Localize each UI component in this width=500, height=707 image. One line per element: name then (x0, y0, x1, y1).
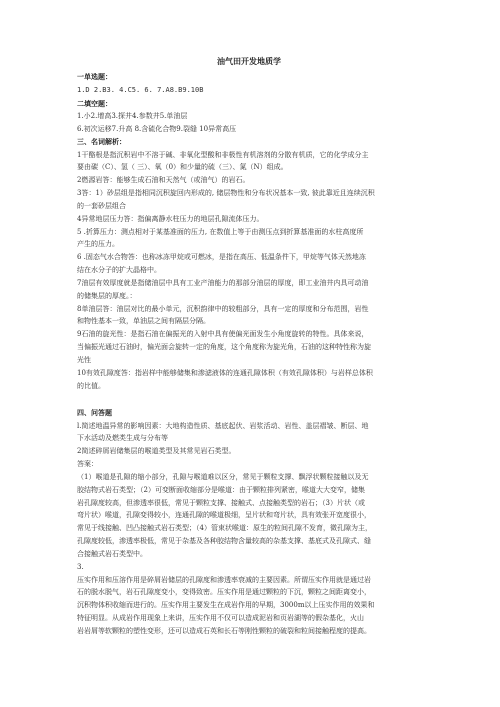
answer-line: 石的脱水脱气，岩石孔隙度变小，变得致密。压实作用是通过颗粒的下沉，颗粒之间距离变小， (77, 588, 371, 596)
section-2-line: 6.初次运移7.升高 8.含硫化合物9.裂缝 10异常高压 (77, 125, 237, 133)
section-3-line: 要由碳（C）、氢（ 三）、氧（0）和少量的硫（三）、氮（N）组成。 (77, 163, 288, 171)
section-3-line: 的一套砂层组合 (77, 202, 126, 210)
answer-line: 岩孔隙度较高，但渗透率很低，常见于颗粒支撑、接触式、点接触类型的岩石；（3）片状（或 (77, 499, 365, 507)
section-3-line: 1干酪根是指沉积岩中不溶于碱、非氧化型酸和非极性有机溶剂的分散有机质，它的化学成分主 (77, 151, 369, 159)
answer-line: 岩岩屑等软颗粒的塑性变形，还可以造成石英和长石等刚性颗粒的破裂和粒间接触程度的提高。 (77, 627, 371, 635)
section-3-line: 当偏振光通过石油时，偏光面会旋转一定的角度，这个角度称为旋光角，石油的这种特性称为旋 (77, 343, 371, 351)
section-3-line: 的比值。 (77, 382, 105, 390)
question-line: 下水活动及燃类生成与分布等 (77, 434, 168, 442)
section-3-line: 光性 (77, 356, 91, 364)
section-3-line: 8单油层答：油层对比的最小单元，沉积韵律中的较粗部分，具有一定的厚度和分布范围，岩性 (77, 305, 369, 313)
section-3-line: 10有效孔隙度答：指岩样中能够储集和渗滤液体的连通孔隙体积（有效孔隙体积）与岩样总体积 (77, 369, 373, 377)
answer-line: 常见于线接触、凹凸接触式岩石类型；（4）管束状喉道：原生的粒间孔隙不发育，微孔隙为主， (77, 524, 372, 532)
answer-label: 答案： (77, 460, 98, 468)
document-title: 油气田开发地质学 (217, 57, 281, 66)
section-3-line: 5 .折算压力：测点相对于某基准面的压力, 在数值上等于由测压点到折算基准面的水柱高度所 (77, 228, 364, 236)
section-4-heading: 四、问答题 (77, 409, 112, 417)
section-3-heading: 三、名词解析： (77, 138, 126, 146)
section-3-line: 结在水分子的扩大晶格中。 (77, 266, 161, 274)
section-3-line: 6 .固态气水合物答：也称冰冻甲烷或可燃冰，是指在高压、低温条件下，甲烷等气体天然地冻 (77, 253, 366, 261)
answer-line: （1）喉道是孔隙的缩小部分，孔隙与喉道难以区分，常见于颗粒支撑、飘浮状颗粒接触以及无 (77, 473, 369, 481)
section-3-line: 4异常地层压力答：指偏离静水柱压力的地层孔隙流体压力。 (77, 215, 264, 223)
section-3-line: 和物性基本一致，单油层之间有隔层分隔。 (77, 317, 210, 325)
answer-line: 特征明显。从成岩作用现象上来讲，压实作用不仅可以造成泥岩和页岩湖等的假杂基化，火山 (77, 614, 364, 622)
section-3-line: 产生的压力。 (77, 240, 119, 248)
section-3-line: 9石油的旋光性：是指石油在偏振光的入射中具有使偏光面发生小角度旋转的特性。具体来说， (77, 330, 369, 338)
section-3-line: 3答：1）砂层组是指相同沉积旋回内形成的, 储层物性和分布状况基本一致, 彼此靠近且连续沉积 (77, 189, 375, 197)
answer-line: 沉积物体积收缩而进行的。压实作用主要发生在成岩作用的早期，3000m以上压实作用的效果和 (77, 601, 375, 609)
section-2-line: 1.小2.增高3.探井4.参数井5.单油层 (77, 112, 188, 120)
section-1-answers: 1.D 2.B3. 4.C5. 6. 7.A8.B9.10B (77, 86, 204, 94)
section-3-line: 的储集层的厚度。： (77, 292, 137, 300)
question-line: l.简述地温异常的影响因素：大地构造性质、基底起伏、岩浆活动、岩性、盖层褶皱、断层、地 (77, 422, 369, 430)
answer-line: 孔隙度较低，渗透率极低，常见于杂基及各种胶结物含量较高的杂基支撑、基底式及孔隙式、缝 (77, 537, 371, 545)
section-1-heading: 一单选题： (77, 73, 112, 81)
answer-line: 压实作用和压溶作用是碎屑岩储层的孔隙度和渗透率衰减的主要因素。所谓压实作用就是通过岩 (77, 576, 371, 584)
question-number: 3. (77, 563, 84, 571)
question-line: 2简述碎屑岩储集层的喉道类型及其常见岩石类型。 (77, 447, 236, 455)
section-3-line: 7油层有效厚度就是指储油层中具有工业产油能力的那部分油层的厚度，即工业油井内具可动油 (77, 279, 369, 287)
answer-line: 合接触式岩石类型中。 (77, 550, 147, 558)
section-3-line: 2燃源岩答：能够生成石油和天然气（或油气）的岩石。 (77, 176, 250, 184)
section-2-heading: 二填空题： (77, 100, 112, 108)
answer-line: 弯片状）喉道，孔隙变得较小，连通孔隙的喉道极细，呈片状和弯片状，具有效张开宽度很小， (77, 511, 371, 519)
answer-line: 胶结物式岩石类型；（2）可变断面收缩部分是喉道：由于颗粒排列紧密，喉道大大变窄，储集 (77, 486, 365, 494)
